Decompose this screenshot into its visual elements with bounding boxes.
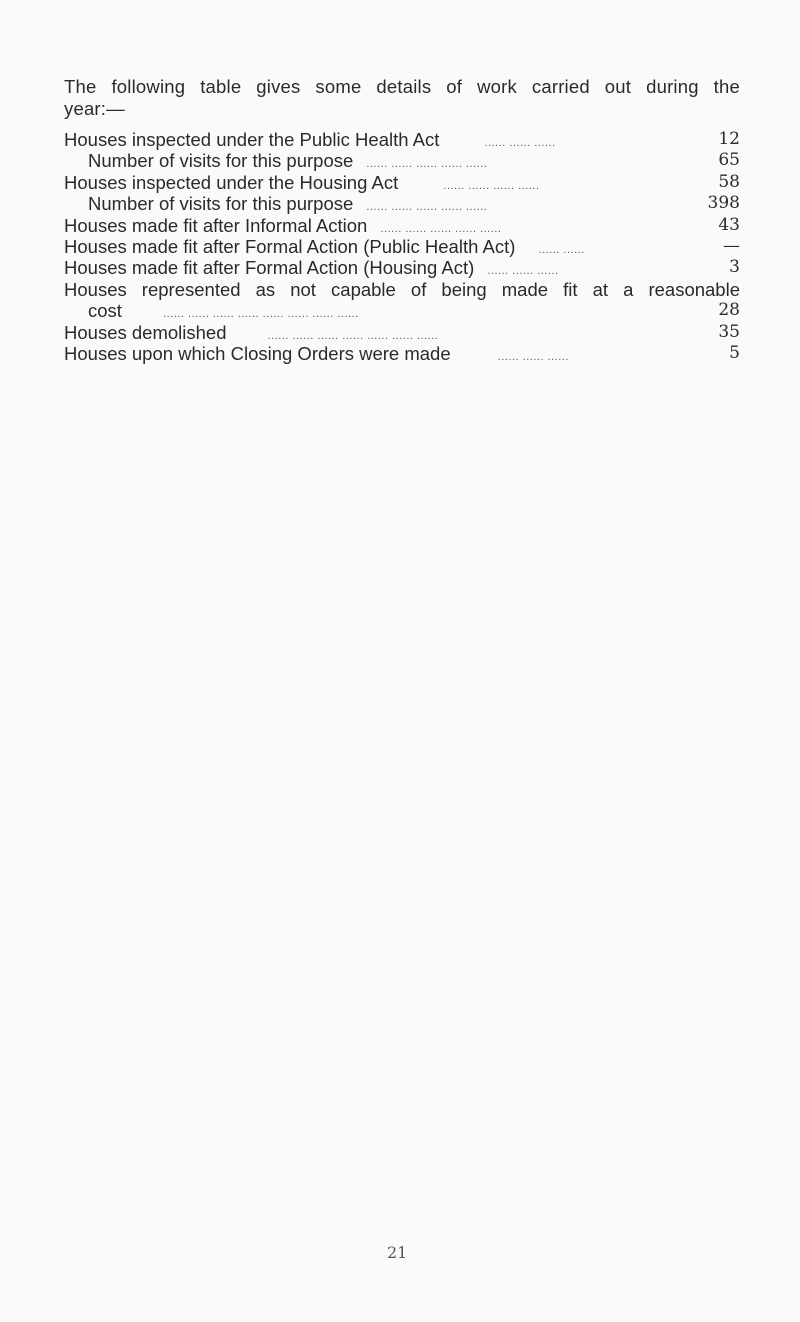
row-label: Number of visits for this purpose <box>88 193 354 215</box>
row-label: Houses inspected under the Public Health Act <box>64 129 440 150</box>
intro-line-1: The following table gives some details of work carried out during the <box>64 76 740 97</box>
table-row <box>64 257 740 278</box>
page-number: 21 <box>387 1243 408 1262</box>
table-row <box>64 129 740 150</box>
row-value: 28 <box>718 300 740 321</box>
dot-leader: ...... ...... ...... ...... ...... <box>366 201 488 214</box>
dot-leader: ...... ...... ...... <box>497 350 569 363</box>
row-label: Houses represented as not capable of being made fit at a reasonable <box>64 278 740 300</box>
dot-leader: ...... ...... ...... ...... ...... ...... ...... ...... <box>163 308 359 321</box>
row-value: 5 <box>729 342 740 363</box>
row-label: Houses upon which Closing Orders were made <box>64 342 451 364</box>
table-row <box>64 215 740 236</box>
row-value: 12 <box>718 129 740 149</box>
dot-leader: ...... ...... ...... <box>487 265 559 278</box>
table-row <box>64 172 740 193</box>
intro-paragraph <box>64 76 740 120</box>
row-label: Houses demolished <box>64 321 227 343</box>
table-row <box>64 236 740 257</box>
row-label: Houses inspected under the Housing Act <box>64 171 399 193</box>
dot-leader: ...... ...... ...... <box>484 137 556 149</box>
row-value: 398 <box>707 193 740 214</box>
row-label-continuation <box>64 300 740 321</box>
work-details-table <box>64 129 740 364</box>
table-row <box>64 322 740 343</box>
table-row <box>64 279 740 322</box>
table-row <box>64 193 740 214</box>
row-value: — <box>723 235 740 256</box>
dot-leader: ...... ...... ...... ...... ...... <box>366 158 488 171</box>
row-value: 65 <box>718 150 740 171</box>
row-label: Houses made fit after Formal Action (Housing Act) <box>64 257 475 279</box>
row-value: 58 <box>718 171 740 192</box>
row-value: 43 <box>718 214 740 235</box>
table-row <box>64 150 740 171</box>
dot-leader: ...... ...... <box>538 243 585 256</box>
dot-leader: ...... ...... ...... ...... <box>443 179 540 192</box>
row-label: Number of visits for this purpose <box>88 150 354 172</box>
row-label: Houses made fit after Formal Action (Public Health Act) <box>64 235 516 257</box>
dot-leader: ...... ...... ...... ...... ...... ...... ...... <box>267 329 439 342</box>
row-label: Houses made fit after Informal Action <box>64 214 368 236</box>
row-value: 3 <box>729 257 740 278</box>
row-value: 35 <box>718 321 740 342</box>
row-label-cont-text: cost <box>88 300 122 322</box>
intro-line-2: year:— <box>64 98 125 119</box>
dot-leader: ...... ...... ...... ...... ...... <box>380 222 502 235</box>
table-row <box>64 343 740 364</box>
